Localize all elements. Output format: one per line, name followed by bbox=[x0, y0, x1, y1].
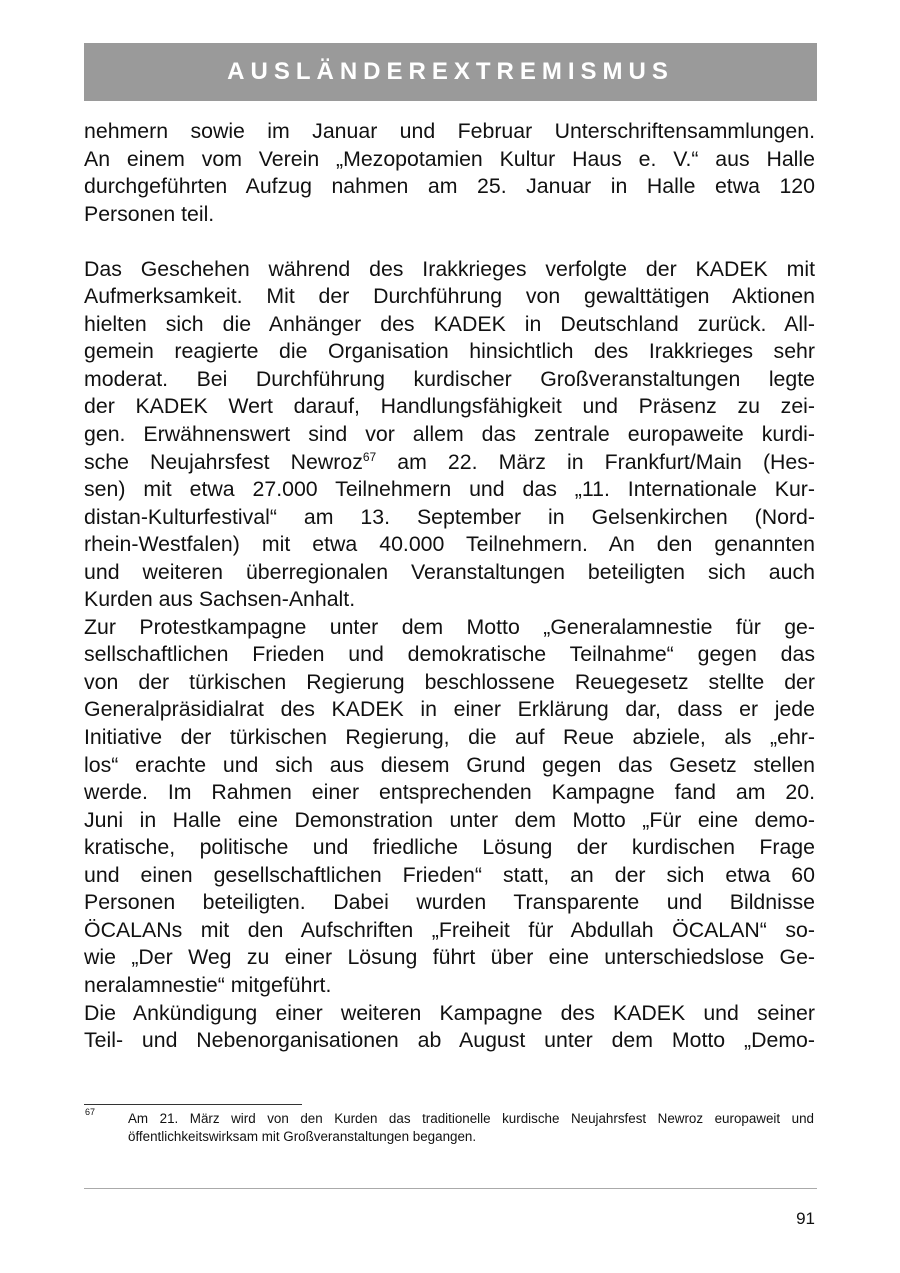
footnote-text bbox=[128, 1110, 814, 1146]
footnote-number: 67 bbox=[85, 1107, 96, 1117]
text-line: Teil- und Nebenorganisationen ab August unter dem Motto „Demo- bbox=[84, 1028, 815, 1053]
text-line: Das Geschehen während des Irakkrieges verfolgte der KADEK mit bbox=[84, 256, 815, 281]
text-segment: sche Neujahrsfest Newroz bbox=[84, 449, 363, 474]
text-line: Zur Protestkampagne unter dem Motto „Generalamnestie für ge- bbox=[84, 614, 815, 639]
footer-divider bbox=[84, 1188, 817, 1189]
text-line: sellschaftlichen Frieden und demokratische Teilnahme“ gegen das bbox=[84, 642, 815, 667]
text-line: gemein reagierte die Organisation hinsichtlich des Irakkrieges sehr bbox=[84, 339, 815, 364]
text-line: distan-Kulturfestival“ am 13. September in Gelsenkirchen (Nord- bbox=[84, 504, 815, 529]
text-line: und einen gesellschaftlichen Frieden“ statt, an der sich etwa 60 bbox=[84, 862, 815, 887]
running-header bbox=[84, 43, 817, 101]
text-line: Generalpräsidialrat des KADEK in einer Erklärung dar, dass er jede bbox=[84, 697, 815, 722]
text-segment: am 22. März in Frankfurt/Main (Hes- bbox=[376, 449, 815, 474]
text-line: und weiteren überregionalen Veranstaltungen beteiligten sich auch bbox=[84, 559, 815, 584]
footnote-line: öffentlichkeitswirksam mit Großveranstaltungen begangen. bbox=[128, 1129, 477, 1144]
text-line: An einem vom Verein „Mezopotamien Kultur Haus e. V.“ aus Halle bbox=[84, 146, 815, 171]
text-line: kratische, politische und friedliche Lösung der kurdischen Frage bbox=[84, 835, 815, 860]
text-line: Kurden aus Sachsen-Anhalt. bbox=[84, 587, 356, 612]
text-line: Die Ankündigung einer weiteren Kampagne des KADEK und seiner bbox=[84, 1000, 815, 1025]
footnote-reference: 67 bbox=[362, 449, 377, 464]
text-line-with-footnote bbox=[84, 449, 815, 477]
text-line: neralamnestie“ mitgeführt. bbox=[84, 972, 332, 997]
text-line: werde. Im Rahmen einer entsprechenden Kampagne fand am 20. bbox=[84, 780, 815, 805]
body-text bbox=[84, 118, 815, 1055]
text-line: los“ erachte und sich aus diesem Grund gegen das Gesetz stellen bbox=[84, 752, 815, 777]
text-line: nehmern sowie im Januar und Februar Unterschriftensammlungen. bbox=[84, 119, 815, 143]
page-number: 91 bbox=[796, 1209, 815, 1228]
text-line: Juni in Halle eine Demonstration unter dem Motto „Für eine demo- bbox=[84, 807, 815, 832]
text-line: Aufmerksamkeit. Mit der Durchführung von gewalttätigen Aktionen bbox=[84, 284, 815, 309]
text-line: wie „Der Weg zu einer Lösung führt über eine unterschiedslose Ge- bbox=[84, 945, 815, 970]
text-line: der KADEK Wert darauf, Handlungsfähigkeit und Präsenz zu zei- bbox=[84, 394, 815, 419]
text-line: rhein-Westfalen) mit etwa 40.000 Teilnehmern. An den genannten bbox=[84, 532, 815, 557]
paragraph-gap bbox=[84, 228, 815, 256]
text-line: durchgeführten Aufzug nahmen am 25. Januar in Halle etwa 120 bbox=[84, 174, 815, 199]
text-line: Initiative der türkischen Regierung, die auf Reue abziele, als „ehr- bbox=[84, 725, 815, 750]
text-line: von der türkischen Regierung beschlossene Reuegesetz stellte der bbox=[84, 669, 815, 694]
text-line: ÖCALANs mit den Aufschriften „Freiheit für Abdullah ÖCALAN“ so- bbox=[84, 917, 815, 942]
footnote-line: Am 21. März wird von den Kurden das traditionelle kurdische Neujahrsfest Newroz europaweit und bbox=[128, 1111, 814, 1126]
text-line: Personen beteiligten. Dabei wurden Transparente und Bildnisse bbox=[84, 890, 815, 915]
text-line: gen. Erwähnenswert sind vor allem das zentrale europaweite kurdi- bbox=[84, 422, 815, 447]
text-line: Personen teil. bbox=[84, 201, 215, 226]
text-line: sen) mit etwa 27.000 Teilnehmern und das „11. Internationale Kur- bbox=[84, 477, 815, 502]
footnote-separator bbox=[84, 1104, 302, 1105]
header-title: AUSLÄNDEREXTREMISMUS bbox=[227, 58, 674, 85]
text-line: moderat. Bei Durchführung kurdischer Großveranstaltungen legte bbox=[84, 366, 815, 391]
text-line: hielten sich die Anhänger des KADEK in Deutschland zurück. All- bbox=[84, 311, 815, 336]
